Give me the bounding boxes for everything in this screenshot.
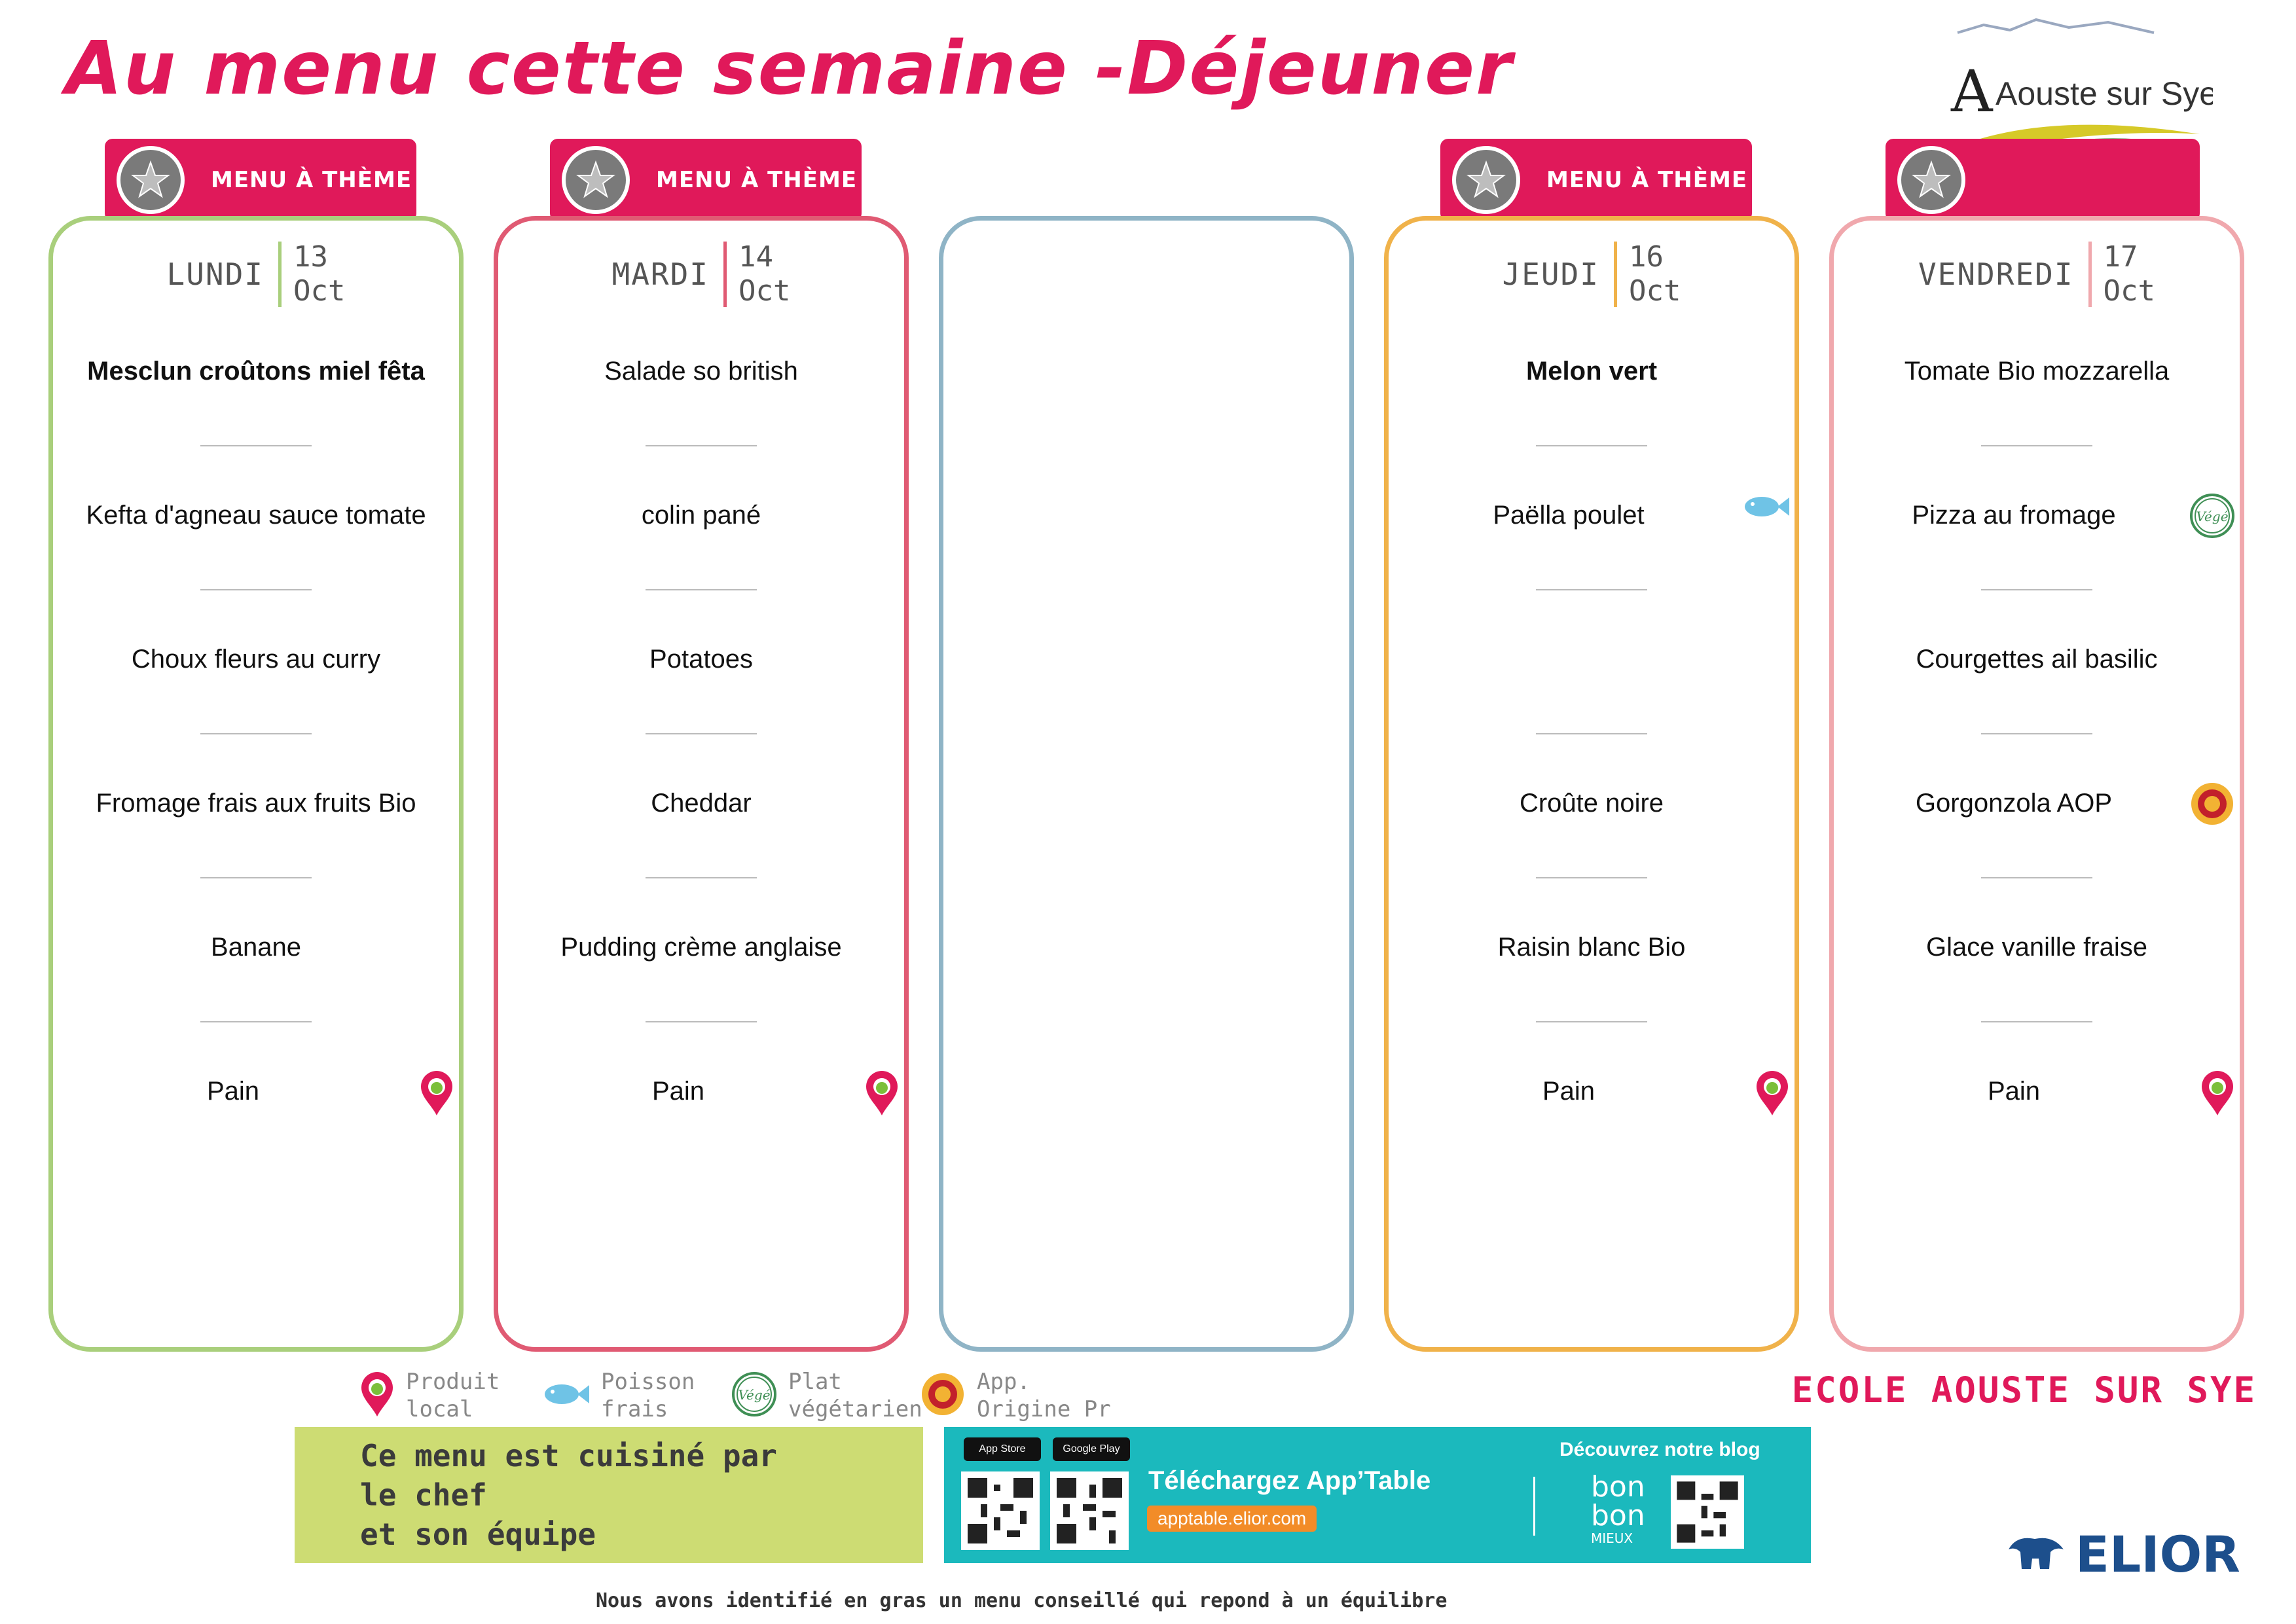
- vege-icon-label: Végé: [738, 1386, 771, 1403]
- legend-vege-line2: végétarien: [788, 1396, 922, 1422]
- dish-item: Pain: [1542, 1077, 1595, 1106]
- dish-item: Pudding crème anglaise: [560, 933, 842, 962]
- dish-separator: [1981, 589, 2092, 590]
- aop-icon: [2189, 780, 2236, 831]
- dish-item: Pain: [651, 1077, 705, 1106]
- dish-separator: [1981, 733, 2092, 734]
- school-name: ECOLE AOUSTE SUR SYE: [1791, 1369, 2257, 1411]
- dish-separator: [1981, 877, 2092, 878]
- dish-separator: [1536, 589, 1647, 590]
- dish-item: Glace vanille fraise: [1926, 933, 2147, 962]
- theme-label: MENU À THÈME: [1546, 167, 1748, 193]
- day-number: 14: [738, 240, 773, 274]
- elior-logo: [2003, 1525, 2240, 1583]
- day-column-empty: [939, 216, 1354, 1352]
- dish-item: Fromage frais aux fruits Bio: [96, 789, 416, 818]
- dish-separator: [1981, 445, 2092, 446]
- app-headline: Téléchargez App’Table: [1148, 1466, 1431, 1495]
- dish-separator: [646, 445, 757, 446]
- legend-vege-line1: Plat: [788, 1369, 842, 1395]
- dish-item: Cheddar: [651, 789, 752, 818]
- dish-item: Salade so british: [604, 357, 798, 386]
- local-product-icon: [2199, 1068, 2236, 1121]
- app-url-button[interactable]: apptable.elior.com: [1147, 1506, 1317, 1532]
- day-column-vendredi: [1829, 216, 2244, 1352]
- day-name: LUNDI: [166, 257, 264, 292]
- vege-badge-label: Végé: [2196, 509, 2229, 524]
- day-number: 17: [2103, 240, 2138, 274]
- local-product-icon: [418, 1068, 455, 1121]
- dish-separator: [1536, 445, 1647, 446]
- svg-text:A: A: [1951, 58, 1993, 125]
- page-title: Au menu cette semaine -Déjeuner: [65, 26, 1514, 111]
- dish-separator: [646, 733, 757, 734]
- vege-icon: [2189, 492, 2236, 543]
- vege-icon: [731, 1371, 778, 1421]
- logo-name: Aouste sur Sye: [1995, 75, 2213, 112]
- theme-tab-mardi: [550, 139, 862, 221]
- legend-local: [359, 1368, 500, 1423]
- legend-vege: [731, 1368, 922, 1423]
- day-name: MARDI: [611, 257, 709, 292]
- theme-icon: [562, 146, 630, 214]
- dish-item: Melon vert: [1525, 357, 1658, 386]
- theme-icon: [117, 146, 185, 214]
- local-product-icon: [864, 1068, 900, 1121]
- day-month: Oct: [738, 274, 791, 308]
- day-name: VENDREDI: [1918, 257, 2074, 292]
- dish-item: Croûte noire: [1519, 789, 1664, 818]
- blog-brand-line1: bon: [1591, 1470, 1645, 1504]
- aop-icon: [919, 1371, 966, 1421]
- blog-label: Découvrez notre blog: [1559, 1439, 1760, 1460]
- dish-separator: [1536, 877, 1647, 878]
- local-product-icon: [1754, 1068, 1791, 1121]
- theme-tab-vendredi: [1886, 139, 2200, 221]
- dish-item: Gorgonzola AOP: [1915, 789, 2113, 818]
- legend-aop-line2: Origine Pr: [977, 1396, 1111, 1422]
- dish-item: Pain: [1987, 1077, 2041, 1106]
- legend-local-line2: local: [406, 1396, 473, 1422]
- dish-separator: [646, 1021, 757, 1022]
- app-store-badge[interactable]: App Store: [964, 1437, 1041, 1461]
- dish-item: Potatoes: [649, 645, 753, 674]
- dish-item: Paëlla poulet: [1493, 501, 1645, 530]
- legend-fish: [541, 1368, 695, 1423]
- google-play-badge[interactable]: Google Play: [1053, 1437, 1130, 1461]
- dish-item: Choux fleurs au curry: [131, 645, 381, 674]
- day-date: [727, 240, 790, 308]
- day-number: 13: [293, 240, 328, 274]
- day-header: [1389, 240, 1795, 308]
- qr-code-ios[interactable]: [961, 1471, 1040, 1550]
- dish-separator: [200, 733, 312, 734]
- blog-brand[interactable]: [1591, 1470, 1656, 1551]
- fish-icon: [541, 1380, 591, 1412]
- dish-item: Courgettes ail basilic: [1916, 645, 2158, 674]
- dish-item: Banane: [211, 933, 301, 962]
- day-name: JEUDI: [1502, 257, 1599, 292]
- theme-tab-lundi: [105, 139, 416, 221]
- legend-fish-line1: Poisson: [601, 1369, 695, 1395]
- chef-line-3: et son équipe: [360, 1517, 596, 1552]
- day-date: [1617, 240, 1681, 308]
- chef-line-2: le chef: [360, 1477, 487, 1513]
- theme-icon: [1452, 146, 1520, 214]
- dish-item: Kefta d'agneau sauce tomate: [86, 501, 426, 530]
- dish-item: colin pané: [641, 501, 761, 530]
- legend-local-line1: Produit: [406, 1369, 500, 1395]
- dish-item: Tomate Bio mozzarella: [1904, 357, 2170, 386]
- bull-icon: [2003, 1530, 2069, 1579]
- dish-separator: [200, 1021, 312, 1022]
- day-date: [282, 240, 345, 308]
- qr-code-android[interactable]: [1050, 1471, 1129, 1550]
- brand-name: ELIOR: [2075, 1525, 2240, 1583]
- dish-separator: [200, 589, 312, 590]
- legend-fish-line2: frais: [601, 1396, 668, 1422]
- dish-separator: [1536, 1021, 1647, 1022]
- day-header: [1834, 240, 2240, 308]
- chef-line-1: Ce menu est cuisiné par: [360, 1438, 777, 1473]
- day-header: [498, 240, 904, 308]
- blog-brand-sub: MIEUX: [1591, 1530, 1633, 1546]
- dish-item: Mesclun croûtons miel fêta: [87, 357, 425, 386]
- local-product-icon: [359, 1371, 395, 1421]
- chef-info-box: [295, 1427, 923, 1563]
- fish-icon: [1741, 492, 1791, 524]
- legend-aop: [919, 1368, 1111, 1423]
- theme-tab-jeudi: [1440, 139, 1752, 221]
- day-month: Oct: [293, 274, 346, 308]
- banner-divider: [1533, 1477, 1535, 1536]
- theme-label: MENU À THÈME: [211, 167, 412, 193]
- dish-item: Pain: [206, 1077, 260, 1106]
- app-banner[interactable]: [944, 1427, 1811, 1563]
- dish-separator: [1536, 733, 1647, 734]
- dish-separator: [200, 877, 312, 878]
- blog-brand-line2: bon: [1591, 1499, 1645, 1532]
- day-column-lundi: [48, 216, 464, 1352]
- theme-icon: [1897, 146, 1965, 214]
- dish-item: Raisin blanc Bio: [1497, 933, 1686, 962]
- day-month: Oct: [1629, 274, 1681, 308]
- footer-note: Nous avons identifié en gras un menu conseillé qui repond à un équilibre: [596, 1589, 1448, 1612]
- day-date: [2092, 240, 2155, 308]
- day-number: 16: [1629, 240, 1664, 274]
- legend-aop-line1: App.: [977, 1369, 1030, 1395]
- day-header: [53, 240, 459, 308]
- qr-code-blog[interactable]: [1671, 1475, 1744, 1549]
- dish-separator: [646, 877, 757, 878]
- day-column-mardi: [494, 216, 909, 1352]
- day-month: Oct: [2103, 274, 2156, 308]
- dish-separator: [200, 445, 312, 446]
- dish-item: Pizza au fromage: [1912, 501, 2116, 530]
- day-column-jeudi: [1384, 216, 1799, 1352]
- theme-label: MENU À THÈME: [656, 167, 858, 193]
- dish-separator: [1981, 1021, 2092, 1022]
- dish-separator: [646, 589, 757, 590]
